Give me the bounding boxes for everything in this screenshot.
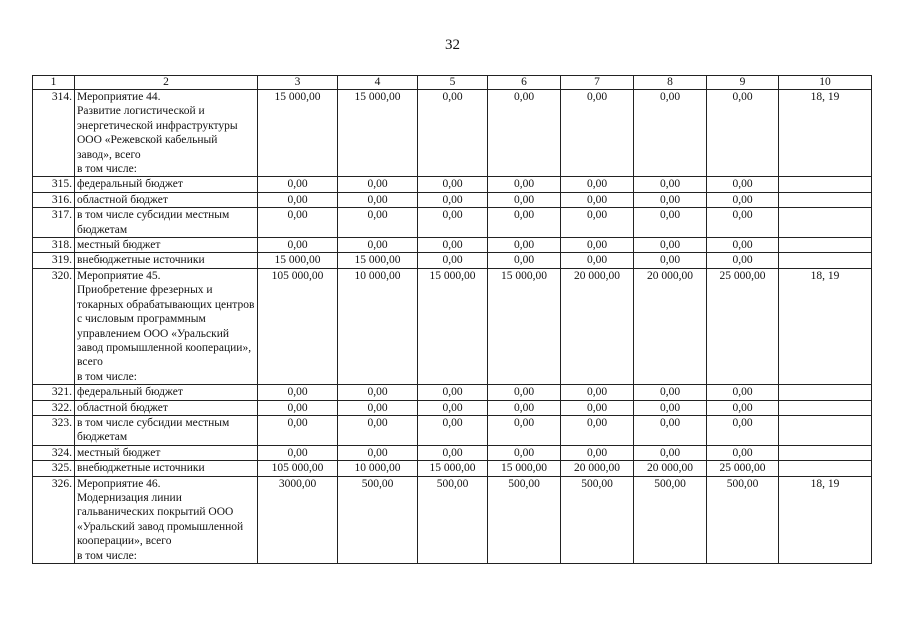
value-cell: 0,00 (258, 177, 338, 192)
value-cell: 0,00 (634, 90, 707, 177)
table-row (33, 177, 872, 192)
value-cell: 0,00 (338, 177, 418, 192)
value-cell: 10 000,00 (338, 461, 418, 476)
value-cell: 3000,00 (258, 476, 338, 563)
value-cell: 15 000,00 (338, 90, 418, 177)
row-name: местный бюджет (75, 238, 258, 253)
value-cell: 25 000,00 (707, 461, 779, 476)
value-cell: 0,00 (561, 400, 634, 415)
row-name: федеральный бюджет (75, 385, 258, 400)
value-cell: 0,00 (488, 208, 561, 238)
value-cell: 500,00 (634, 476, 707, 563)
row-number: 325. (33, 461, 75, 476)
header-cell: 4 (338, 76, 418, 90)
table-row (33, 253, 872, 268)
value-cell: 0,00 (338, 415, 418, 445)
value-cell: 15 000,00 (488, 461, 561, 476)
value-cell: 500,00 (488, 476, 561, 563)
row-name: внебюджетные источники (75, 461, 258, 476)
value-cell: 500,00 (418, 476, 488, 563)
table-row (33, 268, 872, 384)
reference-cell (779, 238, 872, 253)
value-cell: 15 000,00 (338, 253, 418, 268)
value-cell: 0,00 (488, 385, 561, 400)
reference-cell (779, 253, 872, 268)
reference-cell (779, 177, 872, 192)
value-cell: 0,00 (634, 415, 707, 445)
header-cell: 2 (75, 76, 258, 90)
value-cell: 15 000,00 (488, 268, 561, 384)
table-row (33, 208, 872, 238)
row-name: Мероприятие 44. Развитие логистической и энергетической инфраструктуры ООО «Режевской кабельный завод», всего в том числе: (75, 90, 258, 177)
value-cell: 0,00 (561, 208, 634, 238)
value-cell: 0,00 (707, 400, 779, 415)
header-cell: 3 (258, 76, 338, 90)
table-row (33, 192, 872, 207)
value-cell: 15 000,00 (258, 253, 338, 268)
value-cell: 20 000,00 (634, 461, 707, 476)
row-number: 317. (33, 208, 75, 238)
header-cell: 5 (418, 76, 488, 90)
row-name: федеральный бюджет (75, 177, 258, 192)
table-row (33, 476, 872, 563)
table-row (33, 90, 872, 177)
value-cell: 0,00 (707, 208, 779, 238)
value-cell: 0,00 (488, 177, 561, 192)
value-cell: 0,00 (418, 208, 488, 238)
row-name: в том числе субсидии местным бюджетам (75, 415, 258, 445)
value-cell: 0,00 (258, 385, 338, 400)
value-cell: 0,00 (488, 253, 561, 268)
value-cell: 0,00 (707, 385, 779, 400)
value-cell: 0,00 (707, 192, 779, 207)
table-row (33, 461, 872, 476)
value-cell: 0,00 (418, 385, 488, 400)
table-row (33, 445, 872, 460)
value-cell: 0,00 (561, 445, 634, 460)
value-cell: 0,00 (634, 208, 707, 238)
value-cell: 0,00 (418, 238, 488, 253)
row-name: Мероприятие 46. Модернизация линии гальванических покрытий ООО «Уральский завод промышленной кооперации», всего в том числе: (75, 476, 258, 563)
row-number: 324. (33, 445, 75, 460)
row-number: 319. (33, 253, 75, 268)
header-cell: 8 (634, 76, 707, 90)
value-cell: 0,00 (418, 177, 488, 192)
reference-cell: 18, 19 (779, 268, 872, 384)
row-number: 315. (33, 177, 75, 192)
row-name: внебюджетные источники (75, 253, 258, 268)
reference-cell (779, 400, 872, 415)
value-cell: 0,00 (561, 238, 634, 253)
value-cell: 10 000,00 (338, 268, 418, 384)
value-cell: 15 000,00 (418, 461, 488, 476)
value-cell: 0,00 (418, 415, 488, 445)
value-cell: 0,00 (488, 90, 561, 177)
value-cell: 0,00 (634, 238, 707, 253)
row-name: в том числе субсидии местным бюджетам (75, 208, 258, 238)
table-row (33, 400, 872, 415)
row-number: 326. (33, 476, 75, 563)
value-cell: 0,00 (338, 445, 418, 460)
value-cell: 20 000,00 (561, 461, 634, 476)
value-cell: 0,00 (488, 400, 561, 415)
value-cell: 0,00 (561, 90, 634, 177)
value-cell: 0,00 (488, 445, 561, 460)
header-cell: 10 (779, 76, 872, 90)
row-number: 323. (33, 415, 75, 445)
value-cell: 0,00 (338, 385, 418, 400)
value-cell: 0,00 (707, 415, 779, 445)
value-cell: 0,00 (488, 192, 561, 207)
value-cell: 0,00 (418, 400, 488, 415)
row-number: 318. (33, 238, 75, 253)
value-cell: 0,00 (634, 253, 707, 268)
row-name: местный бюджет (75, 445, 258, 460)
header-row (33, 76, 872, 90)
value-cell: 0,00 (418, 192, 488, 207)
header-cell: 6 (488, 76, 561, 90)
value-cell: 0,00 (258, 415, 338, 445)
value-cell: 0,00 (258, 445, 338, 460)
reference-cell: 18, 19 (779, 90, 872, 177)
value-cell: 105 000,00 (258, 461, 338, 476)
value-cell: 0,00 (258, 208, 338, 238)
value-cell: 0,00 (488, 238, 561, 253)
value-cell: 500,00 (707, 476, 779, 563)
value-cell: 0,00 (707, 445, 779, 460)
value-cell: 0,00 (634, 400, 707, 415)
value-cell: 15 000,00 (258, 90, 338, 177)
value-cell: 20 000,00 (634, 268, 707, 384)
value-cell: 0,00 (418, 90, 488, 177)
value-cell: 20 000,00 (561, 268, 634, 384)
reference-cell (779, 461, 872, 476)
row-number: 314. (33, 90, 75, 177)
value-cell: 0,00 (418, 253, 488, 268)
table-row (33, 415, 872, 445)
value-cell: 0,00 (707, 253, 779, 268)
value-cell: 0,00 (338, 208, 418, 238)
row-name: Мероприятие 45. Приобретение фрезерных и токарных обрабатывающих центров с числовым программным управлением ООО «Уральский завод промышленной кооперации», всего в том числе: (75, 268, 258, 384)
reference-cell (779, 385, 872, 400)
budget-table (32, 75, 872, 564)
row-number: 316. (33, 192, 75, 207)
reference-cell (779, 192, 872, 207)
header-cell: 7 (561, 76, 634, 90)
value-cell: 500,00 (338, 476, 418, 563)
table-body (33, 76, 872, 564)
value-cell: 0,00 (707, 238, 779, 253)
header-cell: 1 (33, 76, 75, 90)
value-cell: 0,00 (561, 177, 634, 192)
value-cell: 0,00 (258, 400, 338, 415)
value-cell: 0,00 (488, 415, 561, 445)
value-cell: 0,00 (258, 192, 338, 207)
value-cell: 0,00 (561, 385, 634, 400)
table-row (33, 238, 872, 253)
table-row (33, 385, 872, 400)
reference-cell (779, 208, 872, 238)
value-cell: 0,00 (418, 445, 488, 460)
reference-cell: 18, 19 (779, 476, 872, 563)
header-cell: 9 (707, 76, 779, 90)
value-cell: 0,00 (338, 400, 418, 415)
value-cell: 500,00 (561, 476, 634, 563)
value-cell: 0,00 (707, 90, 779, 177)
reference-cell (779, 415, 872, 445)
value-cell: 105 000,00 (258, 268, 338, 384)
value-cell: 0,00 (634, 445, 707, 460)
value-cell: 0,00 (561, 192, 634, 207)
row-name: областной бюджет (75, 192, 258, 207)
value-cell: 0,00 (258, 238, 338, 253)
row-name: областной бюджет (75, 400, 258, 415)
reference-cell (779, 445, 872, 460)
value-cell: 15 000,00 (418, 268, 488, 384)
value-cell: 0,00 (561, 253, 634, 268)
row-number: 320. (33, 268, 75, 384)
value-cell: 0,00 (561, 415, 634, 445)
value-cell: 0,00 (707, 177, 779, 192)
value-cell: 0,00 (634, 192, 707, 207)
page-number: 32 (445, 37, 460, 53)
value-cell: 0,00 (338, 192, 418, 207)
value-cell: 0,00 (634, 177, 707, 192)
row-number: 322. (33, 400, 75, 415)
value-cell: 0,00 (634, 385, 707, 400)
value-cell: 0,00 (338, 238, 418, 253)
row-number: 321. (33, 385, 75, 400)
value-cell: 25 000,00 (707, 268, 779, 384)
